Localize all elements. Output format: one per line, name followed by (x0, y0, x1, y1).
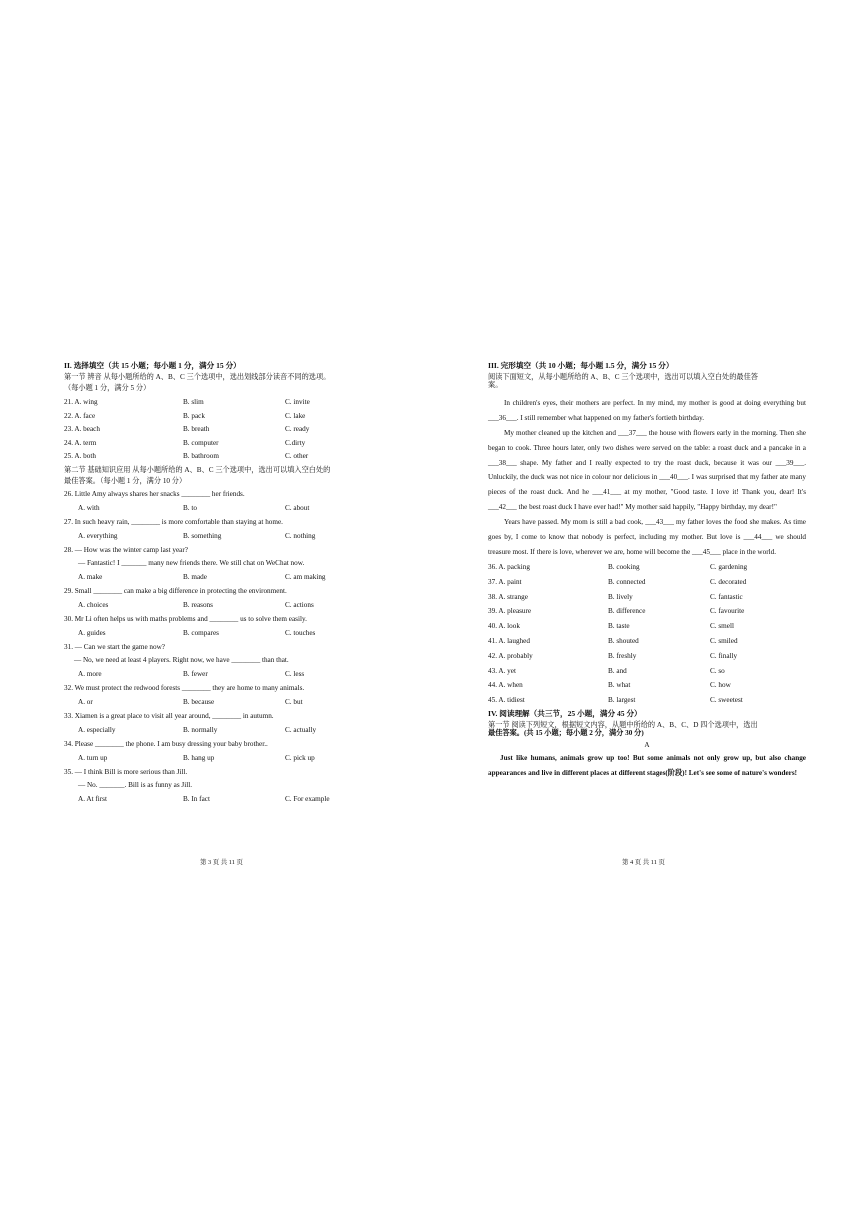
option-c: C. so (710, 666, 725, 675)
option-b: B. cooking (608, 563, 640, 572)
question-stem: 28. — How was the winter camp last year? (64, 545, 188, 554)
question-options (64, 723, 434, 738)
question-stem: 32. We must protect the redwood forests ________ they are home to many animals. (64, 683, 305, 692)
option-a: A. everything (78, 532, 118, 541)
option-a: A. make (78, 573, 103, 582)
question-stem-reply: — No, we need at least 4 players. Right now, we have ________ than that. (74, 655, 289, 664)
question-options (64, 598, 434, 613)
option-b: B. In fact (183, 795, 210, 804)
option-a: A. turn up (78, 754, 108, 763)
phonetics-list (64, 396, 434, 463)
reading-instructions-cont: 最佳答案。(共 15 小题；每小题 2 分，满分 30 分) (488, 729, 644, 738)
option-b: B. breath (183, 425, 210, 434)
question-stem: 34. Please ________ the phone. I am busy dressing your baby brother.. (64, 739, 268, 748)
question-options (64, 751, 434, 766)
option-a: A. or (78, 698, 93, 707)
option-c: C. decorated (710, 577, 747, 586)
cloze-option-row (488, 634, 806, 649)
option-c: C. touches (285, 629, 316, 638)
option-b: B. difference (608, 607, 646, 616)
option-a: A. At first (78, 795, 107, 804)
question-stem-reply: — No. _______. Bill is as funny as Jill. (78, 780, 193, 789)
option-a: 21. A. wing (64, 398, 98, 407)
option-c: C. lake (285, 411, 306, 420)
option-a: 40. A. look (488, 622, 520, 631)
cloze-option-row (488, 649, 806, 664)
part1-title: 第一节 辨音 从每小题所给的 A、B、C 三个选项中，选出划线部分读音不同的选项。 (64, 372, 331, 381)
option-b: B. connected (608, 577, 646, 586)
passage-label: A (644, 740, 650, 749)
option-c: C. actually (285, 726, 317, 735)
option-b: B. something (183, 532, 222, 541)
question-stem-reply: — Fantastic! I _______ many new friends there. We still chat on WeChat now. (78, 558, 305, 567)
question-options (64, 792, 434, 807)
right-column (488, 362, 806, 780)
cloze-instructions: 阅读下面短文，从每小题所给的 A、B、C 三个选项中，选出可以填入空白处的最佳答 (488, 372, 758, 381)
option-c: C. invite (285, 398, 310, 407)
option-b: B. normally (183, 726, 218, 735)
option-a: A. choices (78, 601, 109, 610)
option-b: B. pack (183, 411, 205, 420)
phonetics-row (64, 423, 434, 436)
option-a: 42. A. probably (488, 651, 533, 660)
phonetics-row (64, 396, 434, 409)
cloze-option-row (488, 693, 806, 708)
section-iii-header: III. 完形填空（共 10 小题；每小题 1.5 分，满分 15 分） (488, 361, 674, 370)
question-options (64, 667, 434, 682)
option-a: A. especially (78, 726, 116, 735)
question-stem: 29. Small ________ can make a big difference in protecting the environment. (64, 586, 287, 595)
question-stem: 31. — Can we start the game now? (64, 642, 165, 651)
option-b: B. because (183, 698, 215, 707)
cloze-instructions-cont: 案。 (488, 381, 503, 390)
option-c: C. finally (710, 651, 738, 660)
option-a: 38. A. strange (488, 592, 528, 601)
page-footer-left: 第 3 页 共 11 页 (200, 859, 243, 866)
option-c: C. am making (285, 573, 326, 582)
option-b: B. and (608, 666, 627, 675)
option-c: C. favourite (710, 607, 745, 616)
cloze-paragraph: My mother cleaned up the kitchen and ___37___ the house with flowers early in the morning. Then she began to cook. Three hours later, only two dishes were served on the table: a roast duck and a pancake in a ___38___ shape. My father and I really expected to try the roast duck, because it was our ___39___. Unluckily, the duck was not nice in colour nor delicious in ___40___. I was surprised that my father ate many pieces of the roast duck. And he ___41___ at my mother, "Good taste. I love it! Thank you, dear! It's ___42___ the best roast duck I have ever had!" My mother said happily, "Happy birthday, my dear!" (488, 428, 806, 512)
option-c: C. ready (285, 425, 310, 434)
phonetics-row (64, 449, 434, 462)
question-options (64, 570, 434, 585)
passage-text: Just like humans, animals grow up too! But some animals not only grow up, but also change appearances and live in different places at different stages(阶段)! Let's see some of nature's wonders! (488, 754, 806, 777)
page-footer-right: 第 4 页 共 11 页 (622, 859, 665, 866)
option-c: C. gardening (710, 563, 748, 572)
option-c: C. other (285, 451, 309, 460)
question-stem: 33. Xiamen is a great place to visit all year around, ________ in autumn. (64, 711, 274, 720)
option-a: 41. A. laughed (488, 637, 530, 646)
phonetics-row (64, 436, 434, 449)
option-a: 22. A. face (64, 411, 96, 420)
cloze-option-row (488, 560, 806, 575)
option-c: C. but (285, 698, 303, 707)
option-a: A. guides (78, 629, 106, 638)
cloze-paragraph: In children's eyes, their mothers are perfect. In my mind, my mother is good at doing everything but ___36___. I still remember what happened on my father's fortieth birthday. (488, 398, 806, 422)
option-a: 37. A. paint (488, 577, 522, 586)
reading-instructions: 第一节 阅读下列短文，根据短文内容，从题中所给的 A、B、C、D 四个选项中，选出 (488, 720, 758, 729)
option-b: B. to (183, 504, 197, 513)
cloze-option-row (488, 604, 806, 619)
option-b: B. computer (183, 438, 219, 447)
cloze-option-row (488, 663, 806, 678)
question-options (64, 626, 434, 641)
question-options (64, 501, 434, 516)
left-column (64, 362, 434, 807)
option-a: 24. A. term (64, 438, 97, 447)
option-b: B. taste (608, 622, 630, 631)
option-c: C. smiled (710, 637, 738, 646)
option-b: B. made (183, 573, 207, 582)
option-b: B. reasons (183, 601, 213, 610)
option-c: C. less (285, 670, 305, 679)
option-b: B. what (608, 681, 631, 690)
option-c: C. pick up (285, 754, 315, 763)
option-a: A. more (78, 670, 102, 679)
option-c: C. nothing (285, 532, 316, 541)
cloze-options-list (488, 560, 806, 708)
cloze-option-row (488, 678, 806, 693)
option-c: C. actions (285, 601, 314, 610)
option-a: A. with (78, 504, 100, 513)
option-c: C. smell (710, 622, 734, 631)
section-ii-header: II. 选择填空（共 15 小题；每小题 1 分，满分 15 分） (64, 361, 241, 370)
option-b: B. hang up (183, 754, 215, 763)
option-a: 43. A. yet (488, 666, 516, 675)
part2-score: 最佳答案。（每小题 1 分，满分 10 分） (64, 477, 187, 486)
cloze-option-row (488, 619, 806, 634)
option-c: C. fantastic (710, 592, 743, 601)
option-c: C.dirty (285, 438, 306, 447)
option-b: B. compares (183, 629, 219, 638)
option-a: 23. A. beach (64, 425, 100, 434)
part2-title: 第二节 基础知识应用 从每小题所给的 A、B、C 三个选项中，选出可以填入空白处的 (64, 465, 331, 474)
question-stem: 27. In such heavy rain, ________ is more comfortable than staying at home. (64, 517, 283, 526)
option-a: 44. A. when (488, 681, 523, 690)
question-stem: 26. Little Amy always shares her snacks ________ her friends. (64, 489, 245, 498)
question-options (64, 695, 434, 710)
option-c: C. how (710, 681, 731, 690)
cloze-option-row (488, 575, 806, 590)
option-b: B. slim (183, 398, 204, 407)
question-stem: 30. Mr Li often helps us with maths problems and ________ us to solve them easily. (64, 614, 307, 623)
option-b: B. shouted (608, 637, 639, 646)
option-b: B. bathroom (183, 451, 219, 460)
option-c: C. sweetest (710, 696, 743, 705)
question-stem: 35. — I think Bill is more serious than Jill. (64, 767, 188, 776)
option-b: B. lively (608, 592, 633, 601)
option-b: B. freshly (608, 651, 637, 660)
phonetics-row (64, 409, 434, 422)
option-a: 36. A. packing (488, 563, 530, 572)
option-a: 39. A. pleasure (488, 607, 532, 616)
cloze-option-row (488, 589, 806, 604)
option-b: B. largest (608, 696, 636, 705)
question-list (64, 490, 434, 807)
option-b: B. fewer (183, 670, 208, 679)
section-iv-header: IV. 阅读理解（共三节，25 小题，满分 45 分） (488, 708, 642, 718)
option-c: C. about (285, 504, 310, 513)
part1-score: （每小题 1 分，满分 5 分） (64, 384, 151, 393)
option-a: 25. A. both (64, 451, 96, 460)
option-c: C. For example (285, 795, 330, 804)
option-a: 45. A. tidiest (488, 696, 525, 705)
question-options (64, 529, 434, 544)
cloze-paragraph: Years have passed. My mom is still a bad cook, ___43___ my father loves the food she makes. As time goes by, I come to know that nobody is perfect, including my mother. But love is ___44___ we should treasure most. If there is love, wherever we are, home will become the ___45___ place in the world. (488, 518, 806, 556)
